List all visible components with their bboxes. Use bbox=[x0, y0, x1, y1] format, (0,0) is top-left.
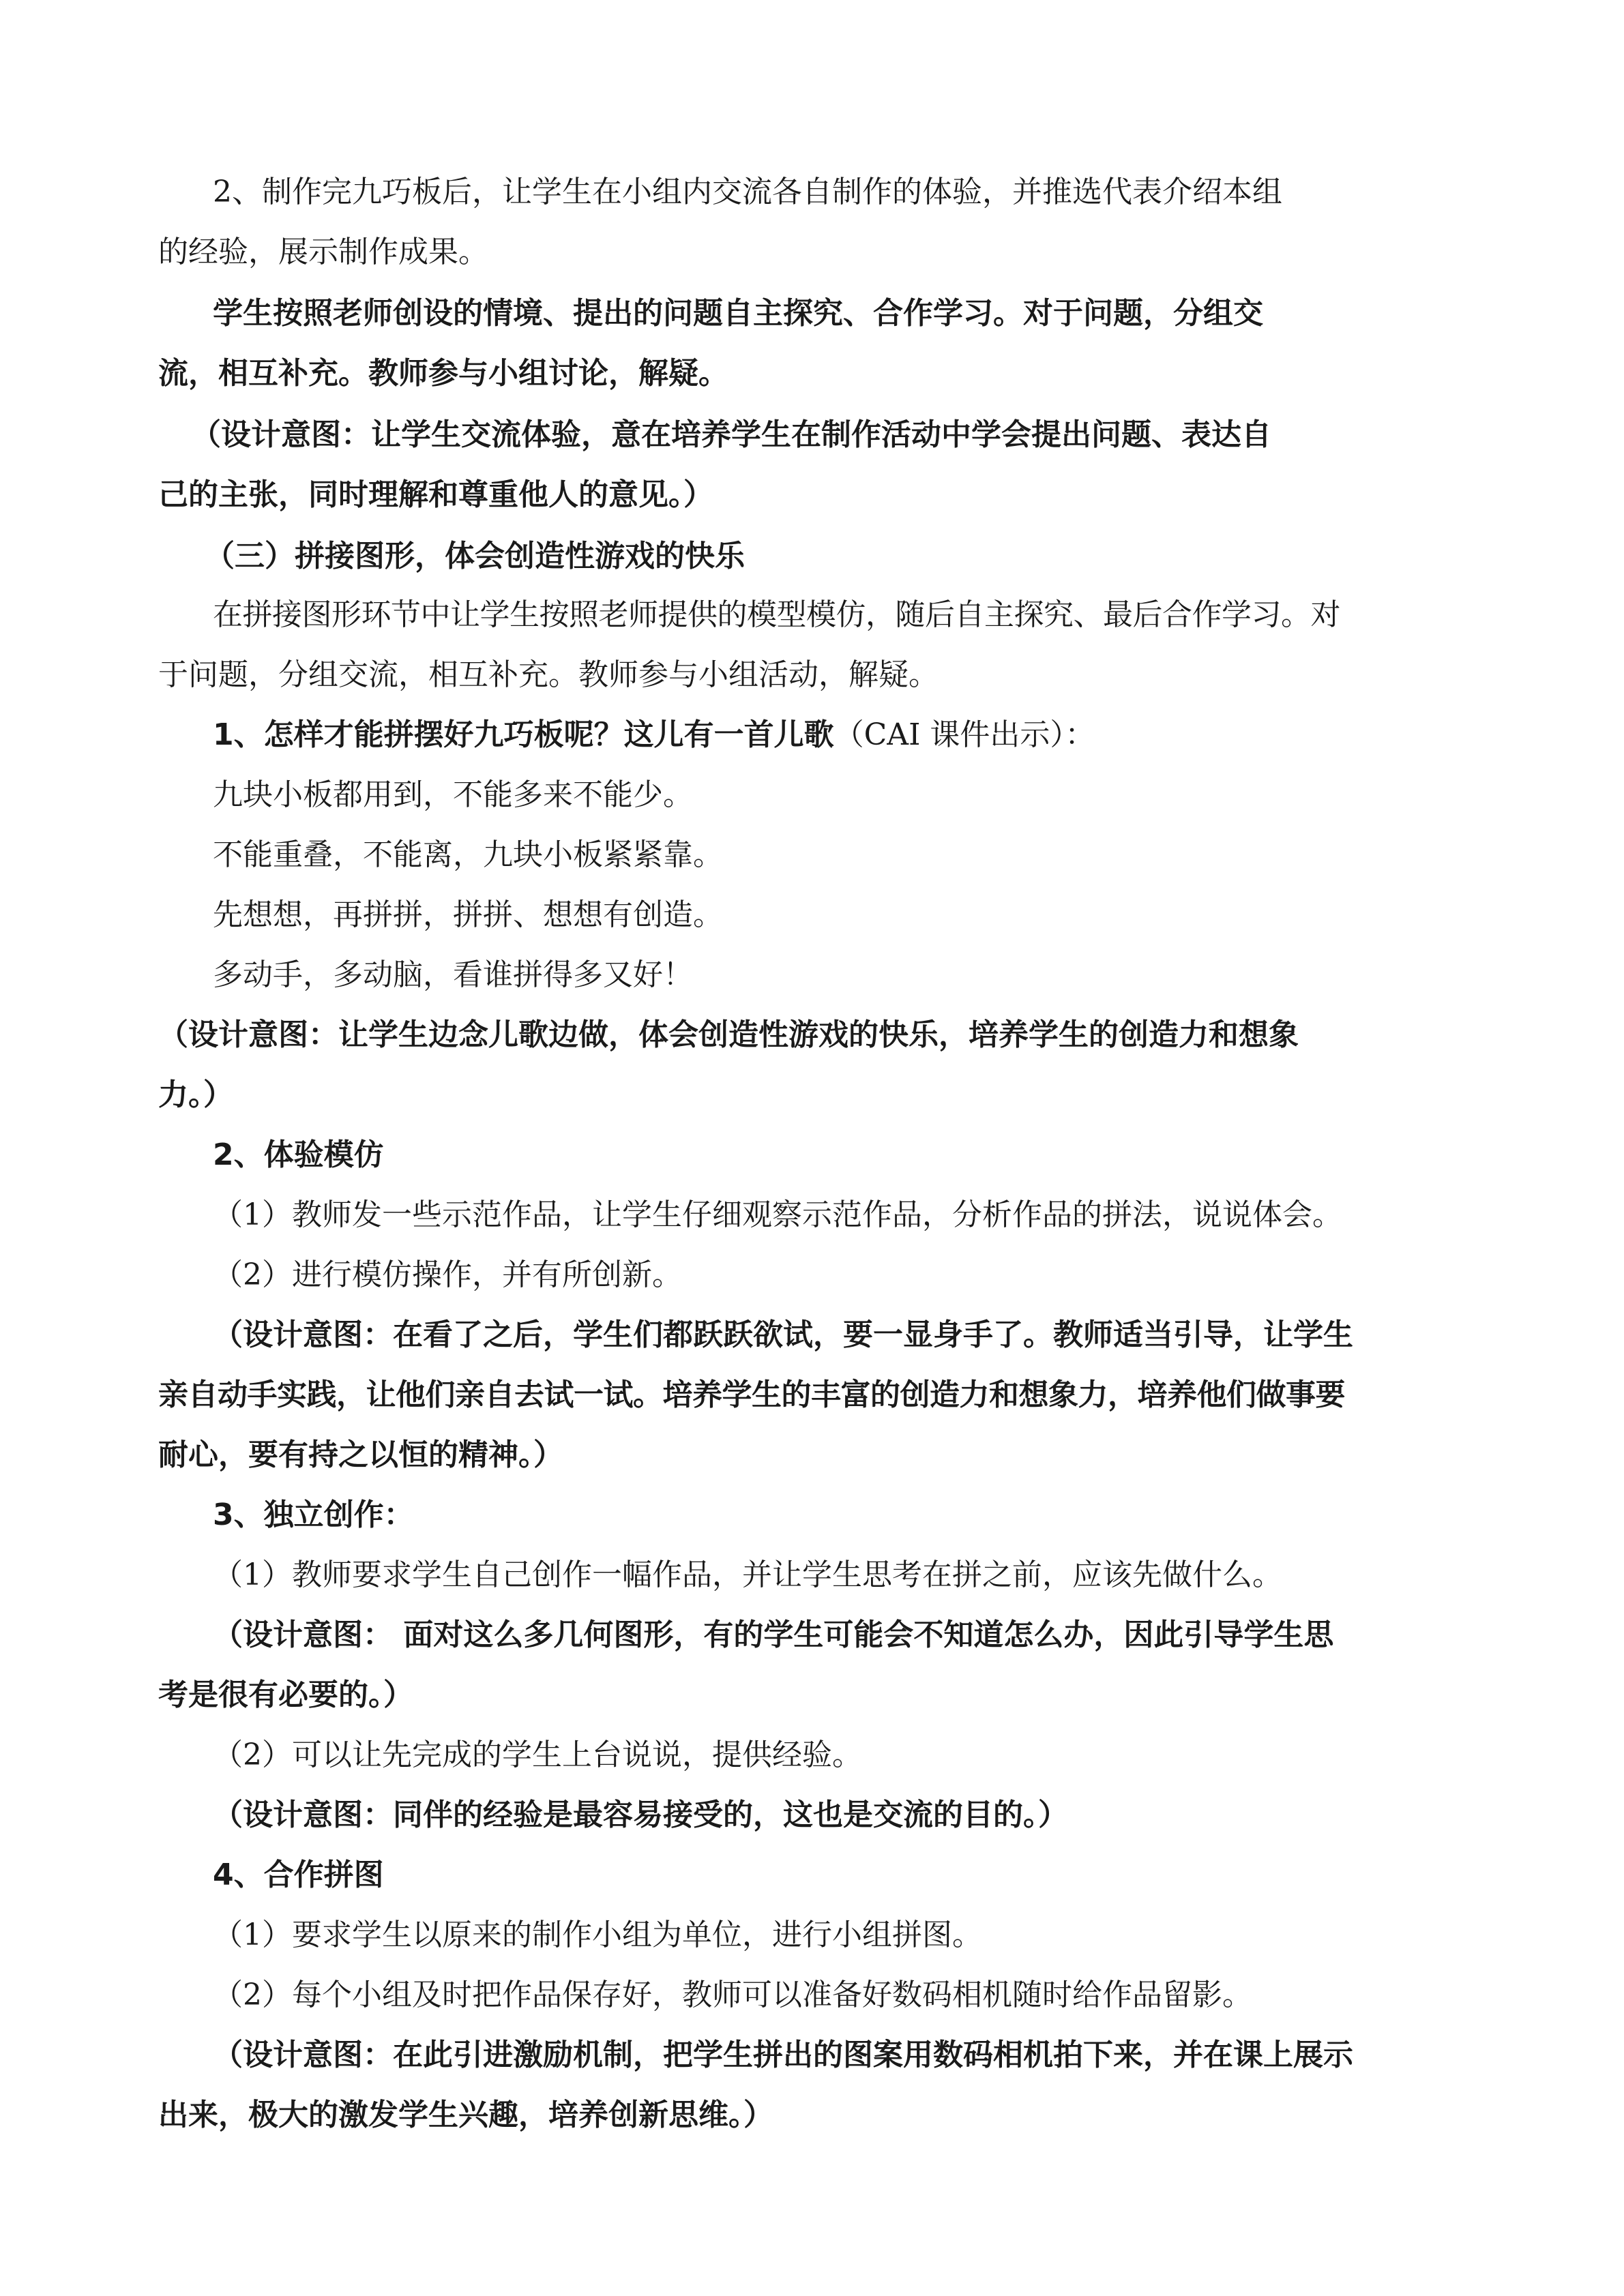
design-intent-line: （设计意图：让学生边念儿歌边做，体会创造性游戏的快乐，培养学生的创造力和想象 bbox=[158, 1017, 1299, 1052]
paragraph-line: （1）教师发一些示范作品，让学生仔细观察示范作品，分析作品的拼法，说说体会。 bbox=[213, 1197, 1342, 1232]
design-intent-line: （设计意图： 面对这么多几何图形，有的学生可能会不知道怎么办，因此引导学生思 bbox=[213, 1617, 1334, 1652]
design-intent-line: （设计意图：在此引进激励机制，把学生拼出的图案用数码相机拍下来，并在课上展示 bbox=[213, 2038, 1353, 2072]
paragraph-line: 的经验，展示制作成果。 bbox=[158, 235, 488, 269]
subheading-line bbox=[213, 715, 1543, 756]
subheading-line: 3、独立创作： bbox=[213, 1497, 414, 1532]
paragraph-line: 流，相互补充。教师参与小组讨论，解疑。 bbox=[158, 356, 728, 391]
design-intent-line: 耐心，要有持之以恒的精神。） bbox=[158, 1437, 563, 1472]
rhyme-line: 多动手，多动脑，看谁拼得多又好！ bbox=[213, 957, 693, 992]
design-intent-line: 己的主张，同时理解和尊重他人的意见。） bbox=[158, 477, 713, 512]
design-intent-line: （设计意图：在看了之后，学生们都跃跃欲试，要一显身手了。教师适当引导，让学生 bbox=[213, 1317, 1353, 1352]
subheading-line: 2、体验模仿 bbox=[213, 1137, 384, 1172]
paragraph-line: （1）要求学生以原来的制作小组为单位，进行小组拼图。 bbox=[213, 1918, 982, 1952]
section-heading: （三）拼接图形，体会创造性游戏的快乐 bbox=[205, 539, 745, 573]
subheading-text: 1、怎样才能拼摆好九巧板呢？这儿有一首儿歌 bbox=[213, 717, 834, 752]
paragraph-line: （2）每个小组及时把作品保存好，教师可以准备好数码相机随时给作品留影。 bbox=[213, 1978, 1252, 2012]
paragraph-line: 于问题，分组交流，相互补充。教师参与小组活动，解疑。 bbox=[158, 657, 939, 692]
design-intent-line: （设计意图：让学生交流体验，意在培养学生在制作活动中学会提出问题、表达自 bbox=[191, 417, 1271, 452]
paragraph-line: （1）教师要求学生自己创作一幅作品，并让学生思考在拼之前，应该先做什么。 bbox=[213, 1557, 1282, 1592]
rhyme-line: 九块小板都用到，不能多来不能少。 bbox=[213, 777, 693, 812]
paragraph-line: 2、制作完九巧板后，让学生在小组内交流各自制作的体验，并推选代表介绍本组 bbox=[213, 175, 1282, 209]
subheading-line: 4、合作拼图 bbox=[213, 1858, 384, 1892]
design-intent-line: 亲自动手实践，让他们亲自去试一试。培养学生的丰富的创造力和想象力，培养他们做事要 bbox=[158, 1377, 1345, 1412]
subheading-note: （CAI 课件出示）： bbox=[833, 717, 1095, 752]
paragraph-line: （2）进行模仿操作，并有所创新。 bbox=[213, 1257, 682, 1292]
paragraph-line: 学生按照老师创设的情境、提出的问题自主探究、合作学习。对于问题，分组交 bbox=[213, 296, 1263, 331]
design-intent-line: 力。） bbox=[158, 1077, 233, 1112]
paragraph-line: 在拼接图形环节中让学生按照老师提供的模型模仿，随后自主探究、最后合作学习。对 bbox=[213, 597, 1340, 632]
rhyme-line: 先想想，再拼拼，拼拼、想想有创造。 bbox=[213, 897, 723, 932]
design-intent-line: 出来，极大的激发学生兴趣，培养创新思维。） bbox=[158, 2098, 773, 2132]
design-intent-line: 考是很有必要的。） bbox=[158, 1678, 413, 1712]
design-intent-line: （设计意图：同伴的经验是最容易接受的，这也是交流的目的。） bbox=[213, 1798, 1068, 1832]
rhyme-line: 不能重叠，不能离，九块小板紧紧靠。 bbox=[213, 837, 723, 872]
paragraph-line: （2）可以让先完成的学生上台说说，提供经验。 bbox=[213, 1738, 862, 1772]
